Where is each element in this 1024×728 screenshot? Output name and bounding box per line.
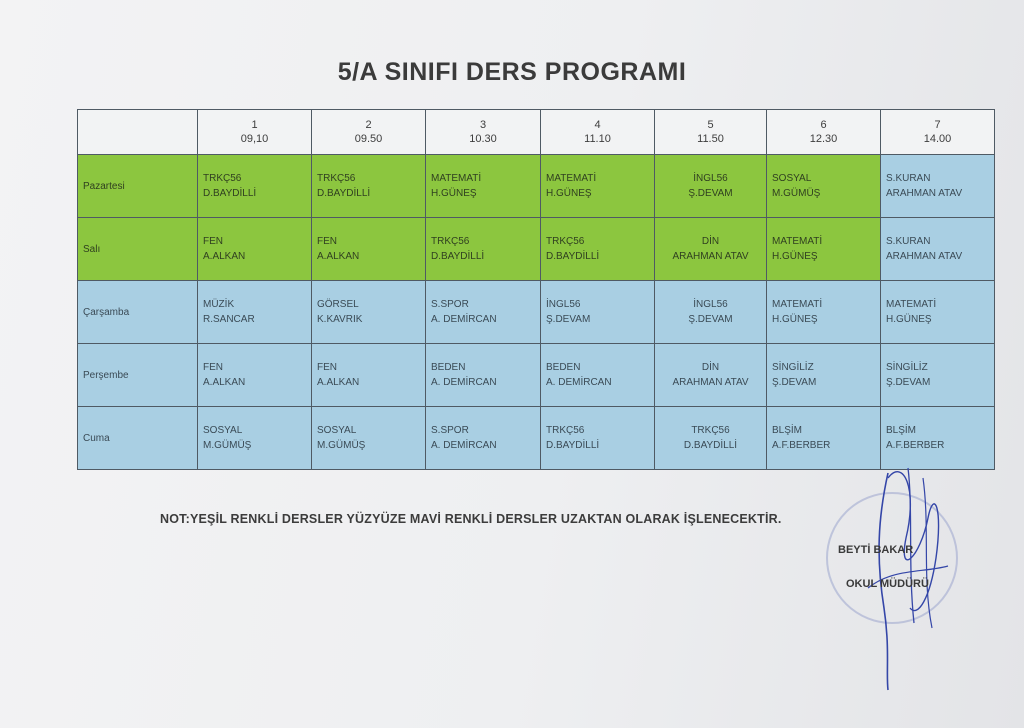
legend-note: NOT:YEŞİL RENKLİ DERSLER YÜZYÜZE MAVİ RENKLİ DERSLER UZAKTAN OLARAK İŞLENECEKTİR. xyxy=(160,512,782,526)
day-label: Pazartesi xyxy=(78,155,198,218)
period-header: 6 12.30 xyxy=(767,110,881,155)
corner-cell xyxy=(78,110,198,155)
principal-name: BEYTİ BAKAR xyxy=(838,544,914,556)
lesson-cell: SOSYAL M.GÜMÜŞ xyxy=(312,407,426,470)
schedule-table xyxy=(77,109,995,470)
lesson-cell: MATEMATİ H.GÜNEŞ xyxy=(426,155,541,218)
period-header: 1 09,10 xyxy=(198,110,312,155)
lesson-cell: FEN A.ALKAN xyxy=(312,344,426,407)
lesson-cell: MATEMATİ H.GÜNEŞ xyxy=(767,281,881,344)
lesson-cell: FEN A.ALKAN xyxy=(198,218,312,281)
day-label: Perşembe xyxy=(78,344,198,407)
lesson-cell: MATEMATİ H.GÜNEŞ xyxy=(541,155,655,218)
lesson-cell: TRKÇ56 D.BAYDİLLİ xyxy=(541,407,655,470)
day-label: Salı xyxy=(78,218,198,281)
lesson-cell: BEDEN A. DEMİRCAN xyxy=(541,344,655,407)
lesson-cell: BEDEN A. DEMİRCAN xyxy=(426,344,541,407)
lesson-cell: TRKÇ56 D.BAYDİLLİ xyxy=(198,155,312,218)
lesson-cell: S.KURAN ARAHMAN ATAV xyxy=(881,218,995,281)
period-header: 3 10.30 xyxy=(426,110,541,155)
lesson-cell: FEN A.ALKAN xyxy=(198,344,312,407)
day-label: Cuma xyxy=(78,407,198,470)
lesson-cell: TRKÇ56 D.BAYDİLLİ xyxy=(312,155,426,218)
principal-title: OKUL MÜDÜRÜ xyxy=(846,578,929,590)
lesson-cell: GÖRSEL K.KAVRIK xyxy=(312,281,426,344)
signature-icon xyxy=(848,448,958,693)
lesson-cell: TRKÇ56 D.BAYDİLLİ xyxy=(426,218,541,281)
lesson-cell: DİN ARAHMAN ATAV xyxy=(655,344,767,407)
lesson-cell: DİN ARAHMAN ATAV xyxy=(655,218,767,281)
lesson-cell: S.SPOR A. DEMİRCAN xyxy=(426,281,541,344)
table-row xyxy=(78,281,995,344)
header-row xyxy=(78,110,995,155)
page-title: 5/A SINIFI DERS PROGRAMI xyxy=(337,58,687,86)
table-row xyxy=(78,344,995,407)
lesson-cell: SOSYAL M.GÜMÜŞ xyxy=(767,155,881,218)
period-header: 7 14.00 xyxy=(881,110,995,155)
table-row xyxy=(78,218,995,281)
table-row xyxy=(78,155,995,218)
lesson-cell: SİNGİLİZ Ş.DEVAM xyxy=(881,344,995,407)
lesson-cell: FEN A.ALKAN xyxy=(312,218,426,281)
lesson-cell: MATEMATİ H.GÜNEŞ xyxy=(881,281,995,344)
lesson-cell: BLŞİM A.F.BERBER xyxy=(767,407,881,470)
lesson-cell: İNGL56 Ş.DEVAM xyxy=(655,281,767,344)
lesson-cell: MÜZİK R.SANCAR xyxy=(198,281,312,344)
lesson-cell: İNGL56 Ş.DEVAM xyxy=(655,155,767,218)
lesson-cell: SOSYAL M.GÜMÜŞ xyxy=(198,407,312,470)
lesson-cell: TRKÇ56 D.BAYDİLLİ xyxy=(655,407,767,470)
period-header: 5 11.50 xyxy=(655,110,767,155)
lesson-cell: S.KURAN ARAHMAN ATAV xyxy=(881,155,995,218)
lesson-cell: MATEMATİ H.GÜNEŞ xyxy=(767,218,881,281)
day-label: Çarşamba xyxy=(78,281,198,344)
lesson-cell: TRKÇ56 D.BAYDİLLİ xyxy=(541,218,655,281)
lesson-cell: BLŞİM A.F.BERBER xyxy=(881,407,995,470)
lesson-cell: SİNGİLİZ Ş.DEVAM xyxy=(767,344,881,407)
lesson-cell: S.SPOR A. DEMİRCAN xyxy=(426,407,541,470)
period-header: 4 11.10 xyxy=(541,110,655,155)
lesson-cell: İNGL56 Ş.DEVAM xyxy=(541,281,655,344)
period-header: 2 09.50 xyxy=(312,110,426,155)
